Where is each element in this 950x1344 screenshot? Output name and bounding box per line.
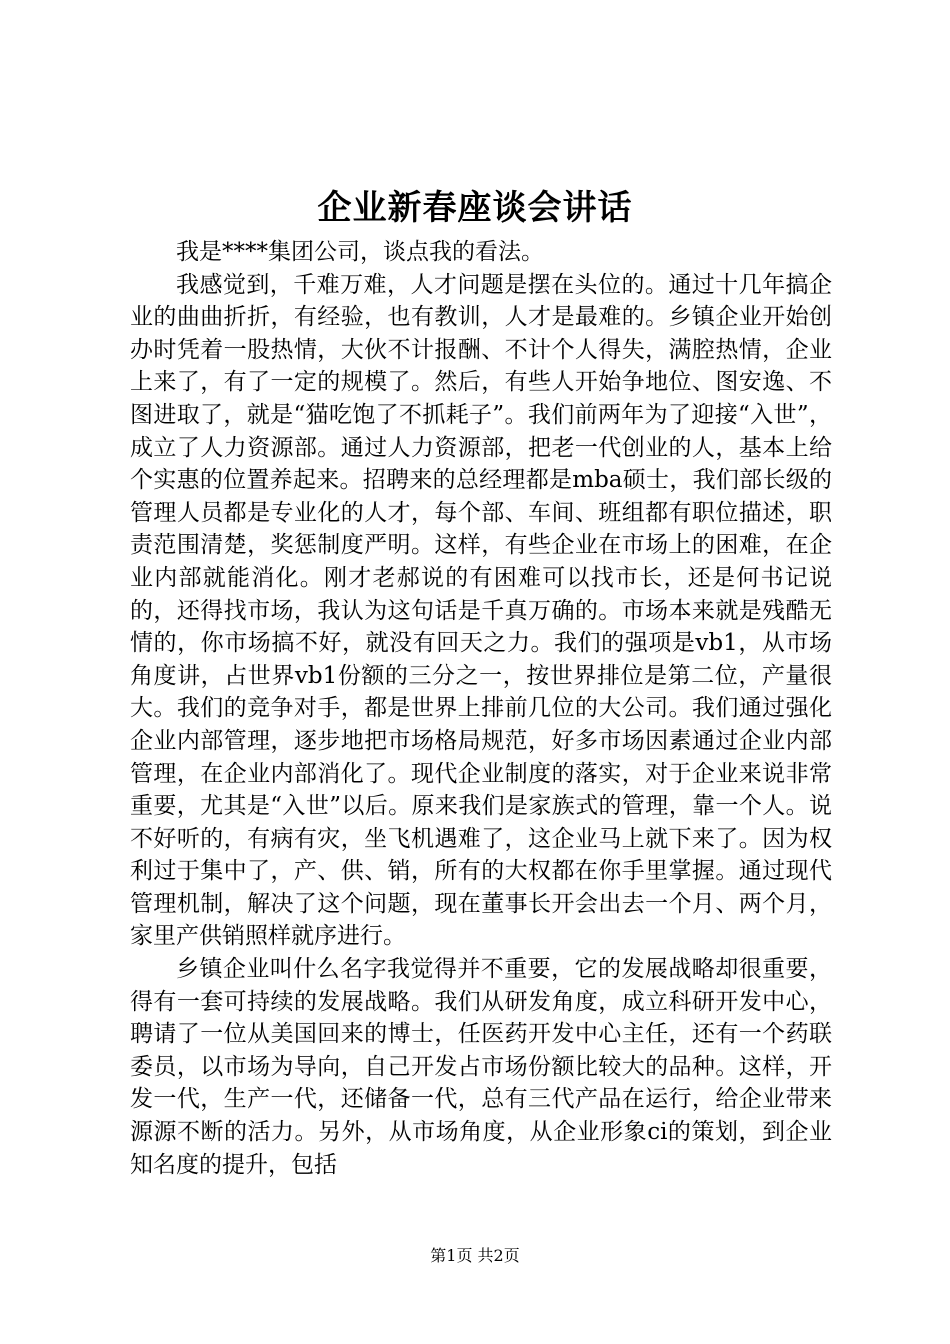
paragraph: 我感觉到，千难万难，人才问题是摆在头位的。通过十几年搞企业的曲曲折折，有经验，也有教训，人才是最难的。乡镇企业开始创办时凭着一股热情，大伙不计报酬、不计个人得失，满腔热情，企业上来了，有了一定的规模了。然后，有些人开始争地位、图安逸、不图进取了，就是“猫吃饱了不抓耗子”。我们前两年为了迎接“入世”，成立了人力资源部。通过人力资源部，把老一代创业的人，基本上给个实惠的位置养起来。招聘来的总经理都是mba硕士，我们部长级的管理人员都是专业化的人才，每个部、车间、班组都有职位描述，职责范围清楚，奖惩制度严明。这样，有些企业在市场上的困难，在企业内部就能消化。刚才老郝说的有困难可以找市长，还是何书记说的，还得找市场，我认为这句话是千真万确的。市场本来就是残酷无情的，你市场搞不好，就没有回天之力。我们的强项是vb1，从市场角度讲，占世界vb1份额的三分之一，按世界排位是第二位，产量很大。我们的竞争对手，都是世界上排前几位的大公司。我们通过强化企业内部管理，逐步地把市场格局规范，好多市场因素通过企业内部管理，在企业内部消化了。现代企业制度的落实，对于企业来说非常重要，尤其是“入世”以后。原来我们是家族式的管理，靠一个人。说不好听的，有病有灾，坐飞机遇难了，这企业马上就下来了。因为权利过于集中了，产、供、销，所有的大权都在你手里掌握。通过现代管理机制，解决了这个问题，现在董事长开会出去一个月、两个月，家里产供销照样就序进行。 <box>130 271 832 950</box>
document-title: 企业新春座谈会讲话 <box>317 188 633 228</box>
page-number-footer: 第1页 共2页 <box>430 1246 520 1265</box>
paragraph: 我是****集团公司，谈点我的看法。 <box>176 239 544 265</box>
paragraph: 乡镇企业叫什么名字我觉得并不重要，它的发展战略却很重要，得有一套可持续的发展战略。我们从研发角度，成立科研开发中心，聘请了一位从美国回来的博士，任医药开发中心主任，还有一个药联委员，以市场为导向，自己开发占市场份额比较大的品种。这样，开发一代，生产一代，还储备一代，总有三代产品在运行，给企业带来源源不断的活力。另外，从市场角度，从企业形象ci的策划，到企业知名度的提升，包括 <box>130 956 832 1178</box>
document-body <box>130 236 832 1181</box>
